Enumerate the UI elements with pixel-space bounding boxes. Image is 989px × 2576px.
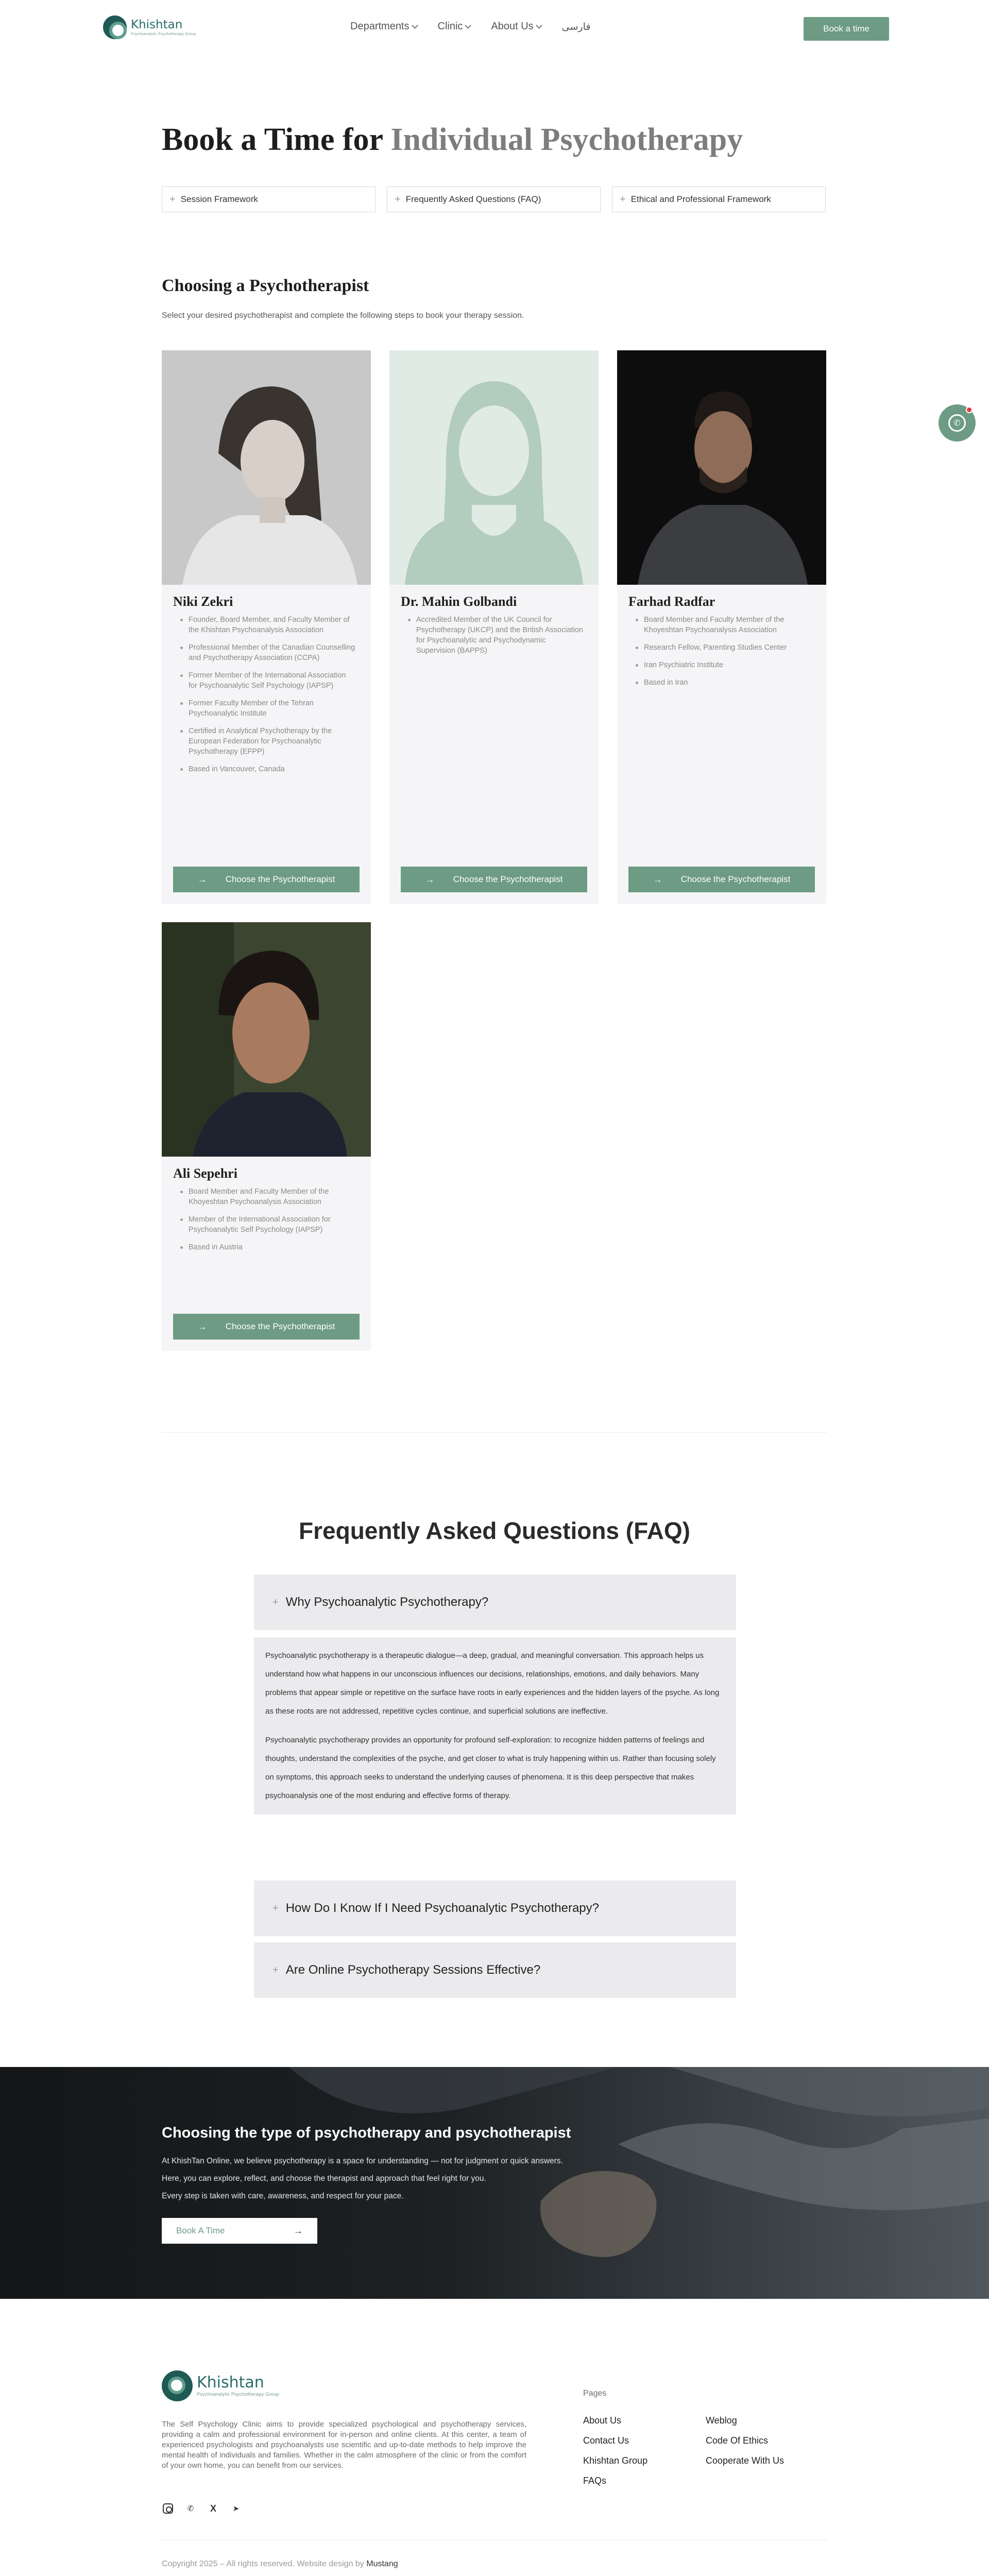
credential-item: Founder, Board Member, and Faculty Member of the Khishtan Psychoanalysis Association <box>189 615 355 635</box>
footer-links-col2 <box>706 2415 784 2466</box>
therapist-credentials <box>617 615 826 688</box>
footer-links-col1 <box>583 2415 647 2486</box>
chevron-down-icon <box>465 22 472 29</box>
logo-mark-icon <box>103 15 127 39</box>
nav-about-us[interactable]: About Us <box>491 21 541 32</box>
footer-link-contact[interactable]: Contact Us <box>583 2435 629 2446</box>
banner-book-button[interactable]: Book A Time → <box>162 2218 317 2244</box>
language-switch[interactable]: فارسی <box>561 21 591 32</box>
therapist-photo <box>162 350 371 585</box>
social-links <box>162 2502 242 2515</box>
credential-item: Former Faculty Member of the Tehran Psychoanalytic Institute <box>189 698 355 719</box>
book-a-time-button[interactable]: Book a time <box>804 17 889 41</box>
plus-icon: + <box>272 1964 279 1976</box>
credential-item: Member of the International Association for Psychoanalytic Self Psychology (IAPSP) <box>189 1214 355 1235</box>
footer-pages-label: Pages <box>583 2389 607 2398</box>
telegram-icon[interactable]: ➤ <box>232 2504 240 2513</box>
therapist-card <box>617 350 826 904</box>
therapist-card <box>162 350 371 904</box>
arrow-right-icon: → <box>425 874 435 885</box>
therapist-photo <box>162 922 371 1157</box>
section-divider <box>162 1432 827 1433</box>
credential-item: Iran Psychiatric Institute <box>644 660 811 670</box>
section-tabs <box>162 187 826 212</box>
choose-psychotherapist-button[interactable]: → Choose the Psychotherapist <box>173 1314 360 1340</box>
arrow-right-icon: → <box>197 1321 207 1332</box>
therapist-photo-placeholder <box>389 350 599 585</box>
faq-item <box>254 1880 736 1936</box>
credential-item: Board Member and Faculty Member of the Khoyeshtan Psychoanalysis Association <box>644 615 811 635</box>
choose-psychotherapist-button[interactable]: → Choose the Psychotherapist <box>628 867 815 892</box>
copyright: Copyright 2025 – All rights reserved. Website design by Mustang <box>162 2560 398 2568</box>
credential-item: Based in Vancouver, Canada <box>189 764 355 774</box>
chevron-down-icon <box>536 22 542 29</box>
arrow-right-icon: → <box>197 874 207 885</box>
faq-question[interactable]: + How Do I Know If I Need Psychoanalytic Psychotherapy? <box>272 1901 599 1915</box>
choose-psychotherapist-button[interactable]: → Choose the Psychotherapist <box>401 867 587 892</box>
therapist-name: Ali Sepehri <box>173 1166 237 1181</box>
logo-mark-icon <box>162 2370 193 2401</box>
nav-departments[interactable]: Departments <box>350 21 417 32</box>
logo-subtitle: Psychoanalytic Psychotherapy Group <box>131 32 196 36</box>
faq-item-open <box>254 1574 736 1630</box>
arrow-right-icon: → <box>294 2225 303 2236</box>
therapist-credentials <box>162 1187 371 1252</box>
therapist-card <box>389 350 599 904</box>
therapist-name: Dr. Mahin Golbandi <box>401 594 517 609</box>
footer-link-group[interactable]: Khishtan Group <box>583 2455 648 2466</box>
cta-banner <box>0 2067 989 2299</box>
faq-question[interactable]: + Are Online Psychotherapy Sessions Effective? <box>272 1963 541 1977</box>
footer-link-faqs[interactable]: FAQs <box>583 2476 607 2486</box>
faq-item <box>254 1942 736 1998</box>
plus-icon: + <box>272 1903 279 1914</box>
therapist-card <box>162 922 371 1351</box>
footer-logo[interactable]: Khishtan Psychoanalytic Psychotherapy Group <box>162 2370 279 2401</box>
credential-item: Professional Member of the Canadian Counselling and Psychotherapy Association (CCPA) <box>189 643 355 662</box>
page-title: Book a Time for Individual Psychotherapy <box>162 122 743 157</box>
therapist-credentials <box>162 615 371 774</box>
faq-answer <box>254 1637 736 1815</box>
faq-title: Frequently Asked Questions (FAQ) <box>299 1517 690 1544</box>
therapists-subtitle: Select your desired psychotherapist and complete the following steps to book your therapy session. <box>162 311 524 320</box>
whatsapp-icon[interactable]: ✆ <box>187 2504 194 2513</box>
logo[interactable] <box>103 15 196 39</box>
credential-item: Certified in Analytical Psychotherapy by the European Federation for Psychoanalytic Psychotherapy (EFPP) <box>189 726 355 757</box>
credential-item: Board Member and Faculty Member of the Khoyeshtan Psychoanalysis Association <box>189 1187 355 1207</box>
arrow-right-icon: → <box>653 874 662 885</box>
choose-psychotherapist-button[interactable]: → Choose the Psychotherapist <box>173 867 360 892</box>
faq-answer-paragraph: Psychoanalytic psychotherapy provides an opportunity for profound self-exploration: to recognize hidden patterns of feelings and thoughts, understand the complexities of the psyche, and get closer to what is truly happening within us. Rather than focusing solely on symptoms, this approach seeks to understand the underlying causes of phenomena. It is this deep perspective that makes psychoanalysis one of the most enduring and effective forms of therapy. <box>265 1736 716 1800</box>
footer-link-cooperate[interactable]: Cooperate With Us <box>706 2455 785 2466</box>
credential-item: Research Fellow, Parenting Studies Center <box>644 642 811 653</box>
credential-item: Accredited Member of the UK Council for Psychotherapy (UKCP) and the British Association for Psychoanalytic and Psychodynamic Supervision (BAPPS) <box>416 616 583 655</box>
therapist-name: Farhad Radfar <box>628 594 715 609</box>
faq-answer-paragraph: Psychoanalytic psychotherapy is a therapeutic dialogue—a deep, gradual, and meaningful conversation. This approach helps us understand how what happens in our unconscious influences our decisions, relationships, emotions, and daily behaviors. Many problems that appear simple or repetitive on the surface have roots in early experiences and the hidden layers of the psyche. As long as these roots are not addressed, repetitive cycles continue, and superficial solutions are ineffective. <box>265 1651 720 1716</box>
therapist-name: Niki Zekri <box>173 594 233 609</box>
credential-item: Based in Austria <box>189 1242 355 1252</box>
whatsapp-float-button[interactable] <box>939 404 976 442</box>
therapist-credentials <box>389 615 599 656</box>
therapist-photo <box>617 350 826 585</box>
site-header <box>0 0 989 57</box>
nav-clinic[interactable]: Clinic <box>438 21 471 32</box>
footer-link-about[interactable]: About Us <box>583 2415 622 2426</box>
plus-icon: + <box>169 194 176 205</box>
chevron-down-icon <box>412 22 418 29</box>
logo-name: Khishtan <box>131 18 183 31</box>
plus-icon: + <box>272 1597 279 1608</box>
tab-ethical-framework[interactable]: + Ethical and Professional Framework <box>612 187 826 212</box>
footer-link-ethics[interactable]: Code Of Ethics <box>706 2435 769 2446</box>
designer-link[interactable]: Mustang <box>366 2560 398 2568</box>
therapists-title: Choosing a Psychotherapist <box>162 276 369 295</box>
x-icon[interactable]: X <box>210 2503 216 2514</box>
banner-title: Choosing the type of psychotherapy and psychotherapist <box>162 2125 571 2141</box>
whatsapp-icon: ✆ <box>948 414 966 432</box>
plus-icon: + <box>620 194 626 205</box>
notification-dot <box>966 406 973 413</box>
plus-icon: + <box>395 194 401 205</box>
footer-description: The Self Psychology Clinic aims to provide specialized psychological and psychotherapy services, providing a calm and professional environment for in-person and online clients. At this center, a team of experienced psychologists and psychoanalysts use scientific and up-to-date methods to help improve the mental health of individuals and families. Whether in the calm atmosphere of the clinic or from the comfort of your own home, you can benefit from our services. <box>162 2420 526 2470</box>
banner-text: At KhishTan Online, we believe psychotherapy is a space for understanding — not for judgment or quick answers. Here, you can explore, reflect, and choose the therapist and approach that feel right for you. Every step is taken with care, awareness, and respect for your pace. <box>162 2157 563 2200</box>
faq-question[interactable]: + Why Psychoanalytic Psychotherapy? <box>272 1595 489 1609</box>
credential-item: Based in Iran <box>644 677 811 688</box>
tab-faq[interactable]: + Frequently Asked Questions (FAQ) <box>387 187 601 212</box>
footer-link-weblog[interactable]: Weblog <box>706 2415 737 2426</box>
tab-session-framework[interactable]: + Session Framework <box>162 187 376 212</box>
instagram-icon[interactable] <box>162 2502 174 2515</box>
credential-item: Former Member of the International Association for Psychoanalytic Self Psychology (IAPSP) <box>189 670 355 691</box>
main-nav <box>350 21 590 32</box>
